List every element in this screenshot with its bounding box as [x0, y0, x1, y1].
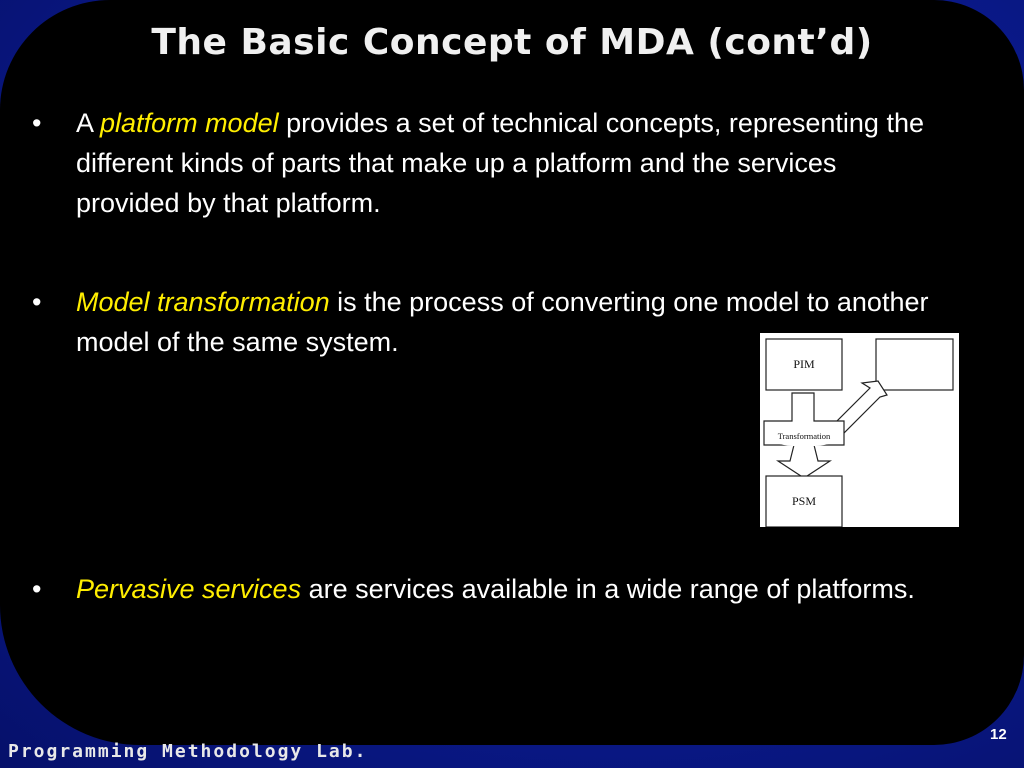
bullet-text-post: are services available in a wide range of platforms. [301, 574, 915, 604]
bullet-emphasis: platform model [100, 108, 279, 138]
bullet-emphasis: Pervasive services [76, 574, 302, 604]
transformation-diagram-svg [760, 333, 959, 527]
platform-model-box [876, 339, 953, 390]
slide-title: The Basic Concept of MDA (cont’d) [151, 22, 873, 63]
bullet-text-post: provides a set of technical concepts, representing the different kinds of parts that make up a platform and the services provided by that platform. [76, 108, 924, 218]
bullet-item [32, 569, 992, 609]
transformation-label: Transformation [777, 431, 831, 441]
bullet-dot: • [32, 287, 42, 317]
footer-lab-name: Programming Methodology Lab. [8, 741, 368, 762]
bullet-emphasis: Model transformation [76, 287, 330, 317]
bullet-dot: • [32, 108, 42, 138]
bullet-text [76, 103, 932, 223]
pim-label: PIM [793, 357, 815, 371]
psm-label: PSM [791, 494, 817, 508]
bullet-text [76, 569, 992, 609]
bullet-dot: • [32, 574, 42, 604]
bullet-text-pre: A [76, 108, 101, 138]
bullet-text-post: is the process of converting one model to another model of the same system. [76, 287, 929, 357]
transformation-diagram [760, 333, 959, 527]
page-number: 12 [990, 726, 1007, 743]
bullet-item [32, 103, 932, 223]
